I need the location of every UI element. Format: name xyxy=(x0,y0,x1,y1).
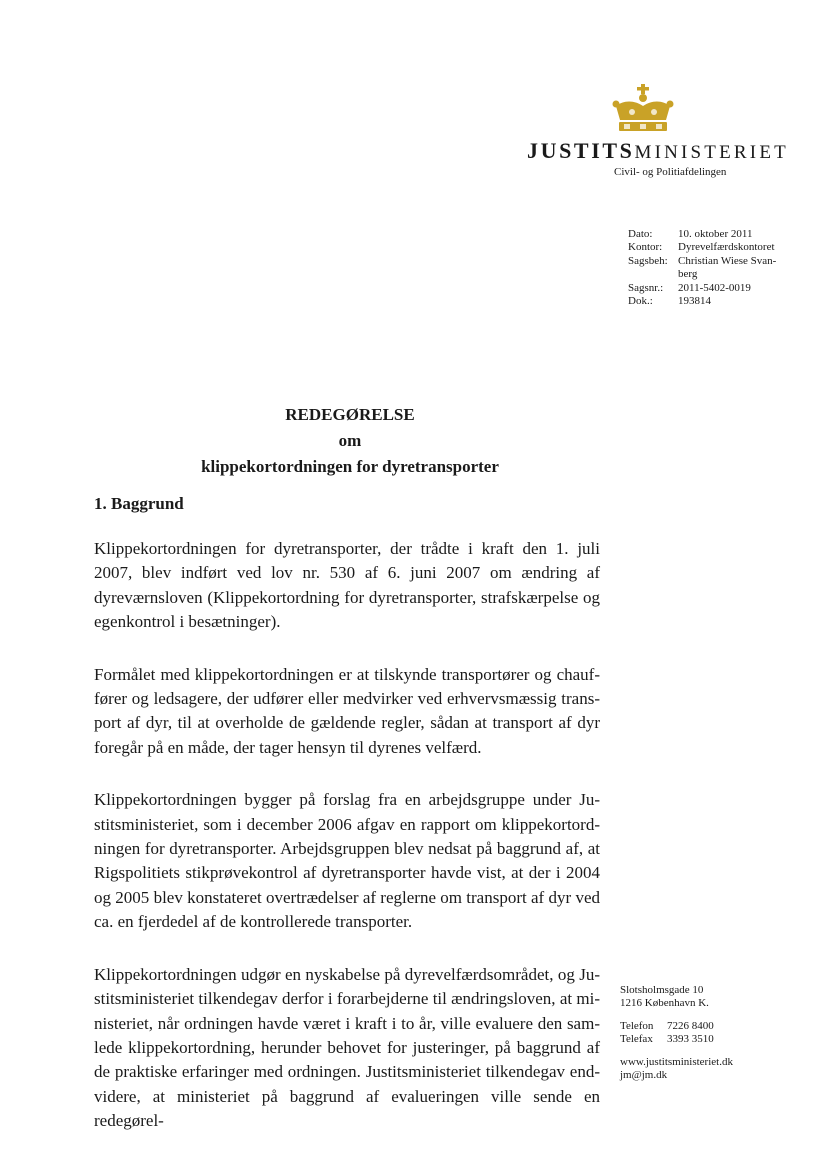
phone-row xyxy=(620,1020,733,1033)
meta-row-document xyxy=(628,295,788,308)
fax-row xyxy=(620,1033,733,1046)
meta-label: Sagsnr.: xyxy=(628,281,664,294)
meta-value: 193814 xyxy=(678,295,711,308)
paragraph: Klippekortordningen for dyretransporter, der trådte i kraft den 1. juli 2007, blev indført ved lov nr. 530 af 6. juni 2007 om ændring af dyreværnsloven (Klippekortordning for dyretransporter, strafskærpelse og egenkontrol i besætninger). xyxy=(94,539,600,632)
meta-label: Dok.: xyxy=(628,295,653,308)
ministry-logo-text xyxy=(527,138,789,164)
meta-row-date xyxy=(628,228,788,241)
phone-block xyxy=(620,1020,733,1046)
document-metadata xyxy=(628,228,788,308)
section-heading: 1. Baggrund xyxy=(94,494,184,513)
address-line-2: 1216 København K. xyxy=(620,997,709,1009)
title-line-1: REDEGØRELSE xyxy=(285,405,415,424)
title-line-3: klippekortordningen for dyretransporter xyxy=(201,457,499,476)
document-title xyxy=(0,402,700,480)
meta-label: Sagsbeh: xyxy=(628,254,668,267)
meta-value: Christian Wiese Svan-berg xyxy=(678,254,777,281)
meta-row-caseworker xyxy=(628,255,788,282)
meta-value: Dyrevelfærdskontoret xyxy=(678,241,775,254)
address xyxy=(620,984,733,1010)
fax-number: 3393 3510 xyxy=(667,1033,714,1045)
meta-row-office xyxy=(628,241,788,254)
title-line-2: om xyxy=(338,431,362,450)
paragraph: Klippekortordningen udgør en nyskabelse på dyrevelfærdsområdet, og Ju-stitsministeriet tilkendegav derfor i forarbejderne til ændringsloven, at mi-nisteriet, når ordningen havde været i kraft i to år, ville evaluere den sam-lede klippekortordning, herunder behovet for justeringer, på baggrund af de praktiske erfaringer med ordningen. Justitsministeriet tilkendegav end-videre, at ministeriet på baggrund af evalueringen ville sende en redegørel- xyxy=(94,964,600,1131)
meta-row-case-number xyxy=(628,282,788,295)
website-link[interactable]: www.justitsministeriet.dk xyxy=(620,1056,733,1068)
meta-label: Kontor: xyxy=(628,241,663,254)
email-link[interactable]: jm@jm.dk xyxy=(620,1069,668,1081)
logo-bold: JUSTITS xyxy=(527,138,635,163)
phone-label: Telefon xyxy=(620,1020,654,1032)
fax-label: Telefax xyxy=(620,1033,653,1045)
logo-light: MINISTERIET xyxy=(634,142,789,163)
department-name: Civil- og Politiafdelingen xyxy=(614,166,727,178)
contact-info xyxy=(620,984,733,1082)
meta-value: 10. oktober 2011 xyxy=(678,228,753,240)
meta-value: 2011-5402-0019 xyxy=(678,281,751,294)
paragraph: Formålet med klippekortordningen er at tilskynde transportører og chauf-fører og ledsagere, der udfører eller medvirker ved erhvervsmæssig trans-port af dyr, til at overholde de gældende regler, sådan at transport af dyr foregår på en måde, der tager hensyn til dyrenes velfærd. xyxy=(94,664,600,757)
address-line-1: Slotsholmsgade 10 xyxy=(620,984,704,996)
crown-icon xyxy=(610,84,676,134)
paragraph: Klippekortordningen bygger på forslag fra en arbejdsgruppe under Ju-stitsministeriet, som i december 2006 afgav en rapport om klippekortord-ningen for dyretransporter. Arbejdsgruppen blev nedsat på baggrund af, at Rigspolitiets stikprøvekontrol af dyretransporter havde vist, at der i 2004 og 2005 blev konstateret overtrædelser af reglerne om transport af dyr ved ca. en fjerdedel af de kontrollerede transporter. xyxy=(94,790,600,932)
phone-number: 7226 8400 xyxy=(667,1020,714,1032)
meta-label: Dato: xyxy=(628,228,653,240)
body-text xyxy=(94,537,600,1162)
